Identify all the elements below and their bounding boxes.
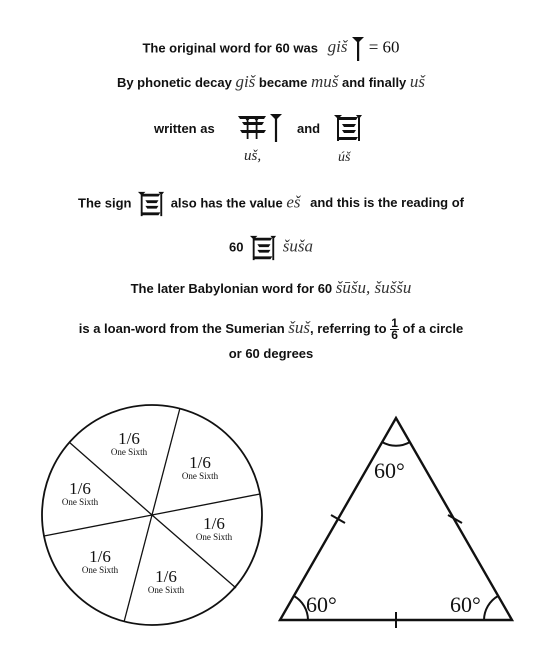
line7-after: of a circle: [402, 321, 464, 336]
line-phonetic-decay: [0, 72, 542, 92]
equilateral-triangle: [280, 418, 512, 620]
line-reading: [0, 234, 542, 262]
fraction-denominator: 6: [391, 328, 398, 343]
line-babylonian: [0, 278, 542, 298]
angle-right-label: 60°: [450, 592, 481, 617]
segment-one-sixth-label: One Sixth: [195, 532, 233, 542]
cuneiform-us-sign-icon: [236, 112, 286, 144]
line-original-word: [0, 36, 542, 62]
circle-sixths-diagram: [30, 404, 276, 630]
word-gis-2: giš: [235, 72, 256, 91]
written-as-label: written as: [154, 121, 215, 136]
segment-fraction-label: 1/6: [155, 567, 177, 586]
cuneiform-es-sign-icon: [332, 113, 364, 143]
line7-mid: , referring to: [310, 321, 387, 336]
word-gis: giš: [327, 37, 348, 57]
cuneiform-es-sign-icon-2: [135, 190, 167, 218]
line2-mid1: became: [258, 75, 308, 90]
line2-before: By phonetic decay: [116, 75, 232, 90]
word-es: eš: [286, 192, 301, 212]
word-mus: muš: [310, 72, 339, 91]
segment-fraction-label: 1/6: [118, 429, 140, 448]
fraction-one-sixth: [390, 318, 399, 341]
sub-us-accent: úš: [338, 150, 351, 165]
segment-fraction-label: 1/6: [89, 547, 111, 566]
line6-text: The later Babylonian word for 60: [130, 281, 333, 296]
segment-fraction-label: 1/6: [189, 453, 211, 472]
sub-us: uš,: [244, 148, 262, 164]
word-susu: šūšu, šuššu: [335, 278, 412, 297]
cuneiform-es-sign-icon-3: [247, 234, 279, 262]
word-sus: šuš: [288, 318, 310, 337]
line-sixty-degrees: or 60 degrees: [228, 346, 314, 361]
triangle-diagram: [276, 412, 522, 632]
segment-one-sixth-label: One Sixth: [81, 565, 119, 575]
fraction-numerator: 1: [391, 316, 398, 331]
line1-text: The original word for 60 was: [142, 40, 318, 56]
angle-left-label: 60°: [306, 592, 337, 617]
and-label: and: [297, 121, 321, 136]
line4-mid: also has the value: [170, 195, 283, 211]
line2-mid2: and finally: [342, 75, 407, 90]
segment-one-sixth-label: One Sixth: [61, 497, 99, 507]
segment-one-sixth-label: One Sixth: [181, 471, 219, 481]
word-us: uš: [409, 72, 426, 91]
segment-one-sixth-label: One Sixth: [110, 447, 148, 457]
line4-after: and this is the reading of: [310, 195, 464, 211]
line4-before: The sign: [78, 195, 132, 211]
cuneiform-vertical-wedge-icon: [351, 36, 365, 62]
segment-fraction-label: 1/6: [69, 479, 91, 498]
segment-fraction-label: 1/6: [203, 514, 225, 533]
word-susa: šuša: [282, 236, 313, 256]
line7-before: is a loan-word from the Sumerian: [78, 321, 285, 336]
line-loan-word: [0, 318, 542, 341]
equals-sixty: = 60: [368, 37, 400, 57]
segment-one-sixth-label: One Sixth: [147, 585, 185, 595]
line-sign-value: [0, 190, 542, 218]
angle-top-label: 60°: [374, 458, 405, 483]
line5-num: 60: [229, 239, 244, 255]
